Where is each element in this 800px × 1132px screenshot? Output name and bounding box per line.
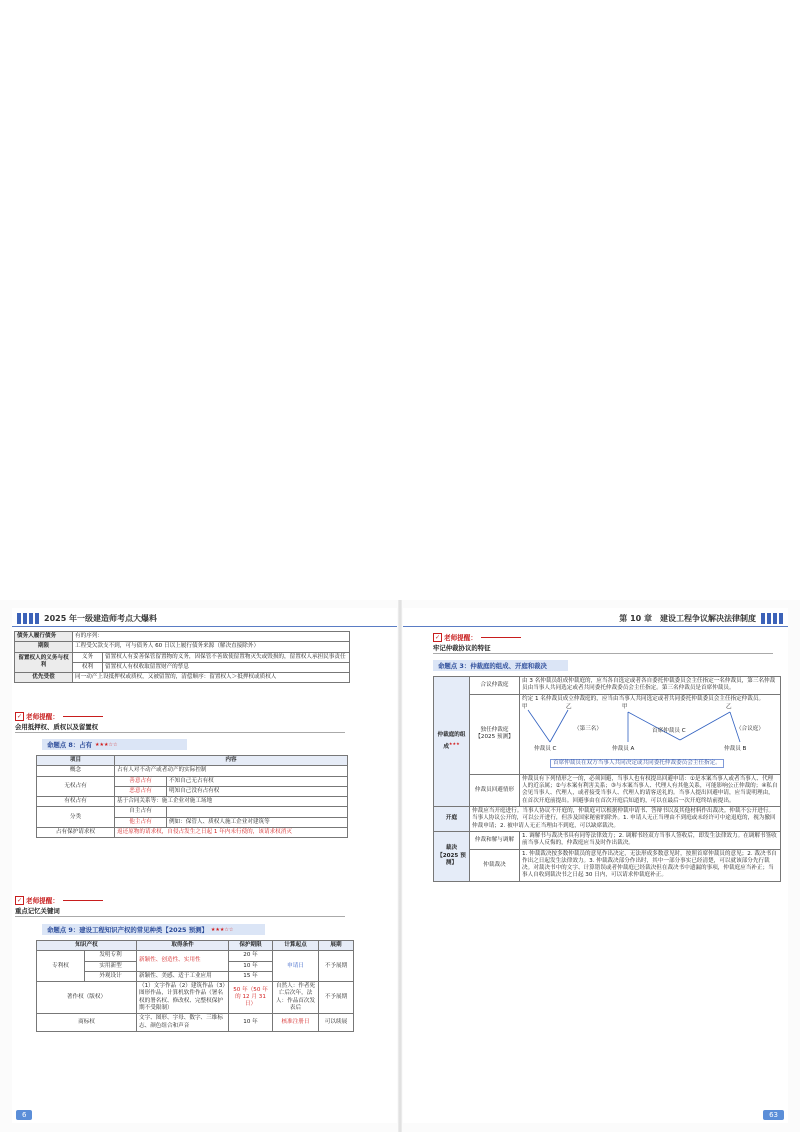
ip-table	[36, 940, 354, 1032]
kp9-star-rating: ★★★☆☆	[210, 926, 234, 933]
table-row	[37, 807, 348, 817]
table-cell: 仲裁员回避情形	[470, 774, 520, 806]
table-row	[434, 831, 781, 849]
table-cell: 概念	[37, 766, 115, 776]
right-page	[403, 608, 788, 1123]
table-cell: 合议仲裁庭	[470, 677, 520, 695]
arbitrator-a-label: 仲裁员 A	[612, 745, 635, 752]
table-row	[37, 982, 354, 1014]
table-row	[434, 677, 781, 695]
table-row	[37, 1014, 354, 1032]
kp9-banner	[42, 924, 265, 935]
table-cell: 优先受偿	[15, 673, 73, 683]
tip-label: 老师提醒：	[26, 713, 59, 721]
table-row	[15, 652, 350, 662]
table-row	[434, 807, 781, 832]
table-cell	[520, 694, 781, 774]
table-cell: 自主占有	[115, 807, 167, 817]
table-cell: 他主占有	[115, 817, 167, 827]
table-cell: 基于合同关系等：施工企业对施工场地	[115, 797, 348, 807]
table-row	[37, 828, 348, 838]
left-header-title: 2025 年一级建造师考点大爆料	[44, 613, 158, 623]
right-page-header	[403, 610, 788, 627]
table-cell: 明知自己没有占有权	[167, 786, 348, 796]
diagram-note: 首席仲裁员在双方当事人共同决定或共同委托仲裁委员会主任指定。	[550, 759, 724, 768]
table-header: 知识产权	[37, 941, 137, 951]
table-cell: 15 年	[229, 971, 273, 981]
table-cell: 同一动产上设抵押权或质权，又被留置的，清偿顺序：留置权人＞抵押权或质权人	[73, 673, 350, 683]
table-cell: 1. 调解书与裁决书具有同等法律效力；2. 调解书经双方当事人签收后，即发生法律效力。在调解书签收前当事人反悔的，仲裁庭应当及时作出裁决。	[520, 831, 781, 849]
table-row	[37, 797, 348, 807]
table-cell: 1. 仲裁裁决按多数仲裁员的意见作出决定，无法形成多数意见时，按照首席仲裁员的意见；2. 裁决书自作出之日起发生法律效力。3. 仲裁裁决部分作出时，其中一部分事实已经清楚，可以就该部分先行裁决。对裁决书中的文字、计算错误或者仲裁庭已经裁决但在裁决书中遗漏的事项，仲裁庭应当补正；当事人自收到裁决书之日起 30 日内，可以请求仲裁庭补正。	[520, 849, 781, 881]
table-cell: 开庭	[434, 807, 470, 832]
tip-line	[63, 900, 103, 901]
table-row	[37, 776, 348, 786]
table-cell: 留置权人有妥善保管留置物的义务，因保管不善致使留置物灭失或毁损的，留置权人承担民事责任	[103, 652, 350, 662]
table-cell: 不予展期	[319, 951, 354, 982]
kp8-banner	[42, 739, 187, 750]
panel-label: （合议庭）	[736, 725, 764, 732]
possession-table	[36, 755, 348, 838]
table-cell: 50 年（50 年的 12 月 31 日）	[229, 982, 273, 1014]
table-row	[15, 673, 350, 683]
table-cell: 10 年	[229, 1014, 273, 1032]
table-cell: 实用新型	[85, 961, 137, 971]
table-row	[37, 941, 354, 951]
table-cell: 核准注册日	[273, 1014, 319, 1032]
table-cell: 10 年	[229, 961, 273, 971]
table-cell: 留置权人有权收取留置财产的孳息	[103, 662, 350, 672]
table-cell: 有的序列：	[73, 632, 350, 642]
teacher-tip-2	[15, 895, 103, 905]
table-cell: （1）文字作品（2）建筑作品（3）图形作品，计算机软件作品（署名权的署名权、修改权、完整权保护期不受限制）	[137, 982, 229, 1014]
right-header-title: 第 10 章 建设工程争议解决法律制度	[619, 613, 756, 623]
table-header: 计算起点	[273, 941, 319, 951]
table-cell: 著作权（版权）	[37, 982, 137, 1014]
table-cell: 20 年	[229, 951, 273, 961]
table-cell: 工程受欠款支不到，可与债务人 60 日以上履行债务来源（解决直接除外）	[73, 642, 350, 652]
check-icon: ✓	[434, 633, 441, 641]
table-cell: 权利	[73, 662, 103, 672]
table-cell: 期限	[15, 642, 73, 652]
tip-text: 重点记忆关键词	[15, 907, 60, 915]
teacher-tip-right	[433, 632, 521, 642]
table-cell: 发明专利	[85, 951, 137, 961]
tip-divider	[15, 732, 345, 733]
formation-label: 仲裁庭的组成	[437, 732, 466, 750]
table-cell: 善意占有	[115, 776, 167, 786]
formation-star-rating: ★★★	[448, 740, 460, 746]
tip-label: 老师提醒：	[26, 897, 59, 905]
chief-arbitrator-label: 首席仲裁员 C	[652, 727, 686, 734]
table-cell: 申请日	[273, 951, 319, 982]
table-row	[434, 849, 781, 881]
table-cell: 仲裁裁决	[470, 849, 520, 881]
table-cell: 由 3 名仲裁员组成仲裁庭的，应当各自选定或者各自委托仲裁委员会主任指定一名仲裁员，第三名仲裁员由当事人共同选定或者共同委托仲裁委员会主任指定。第三名仲裁员是首席仲裁员。	[520, 677, 781, 695]
tip-line	[481, 637, 521, 638]
table-cell: 返还原物的请求权，自侵占发生之日起 1 年内未行使的，该请求权消灭	[115, 828, 348, 838]
table-row	[434, 774, 781, 806]
table-cell	[434, 677, 470, 807]
tip-label: 老师提醒：	[444, 634, 477, 642]
tip-line	[63, 716, 103, 717]
party-a2-label: 甲	[622, 703, 628, 710]
book-gutter	[398, 600, 402, 1132]
kp3-banner	[433, 660, 568, 671]
party-b2-label: 乙	[726, 703, 732, 710]
arbitration-table	[433, 676, 781, 882]
table-cell: 新颖性、创造性、实用性	[137, 951, 229, 972]
header-bars-icon	[761, 613, 783, 624]
tip-divider	[15, 916, 345, 917]
table-cell: 占有保护请求权	[37, 828, 115, 838]
table-cell: 恶意占有	[115, 786, 167, 796]
arbitrator-b-label: 仲裁员 B	[724, 745, 747, 752]
table-cell: 文字、图形、字母、数字、三维标志、颜色组合和声音	[137, 1014, 229, 1032]
party-b-label: 乙	[566, 703, 572, 710]
right-page-number: 63	[763, 1110, 784, 1120]
table-cell: 义务	[73, 652, 103, 662]
tip-text: 会用抵押权、质权以及留置权	[15, 723, 99, 731]
table-cell: 可以续展	[319, 1014, 354, 1032]
table-cell: 仲裁应当开庭进行。当事人协议不开庭的，仲裁庭可以根据仲裁申请书、答辩书以及其他材料作出裁决。仲裁不公开进行。当事人协议公开的，可以公开进行，但涉及国家秘密的除外。1. 申请人无正当理由不到庭或未经许可中途退庭的，视为撤回仲裁申请；2. 被申请人无正当理由不到庭，可以缺席裁决。	[470, 807, 781, 832]
table-cell: 新颖性、美感、适于工业应用	[137, 971, 229, 981]
table-cell: 留置权人的义务与权利	[15, 652, 73, 673]
table-header: 展期	[319, 941, 354, 951]
tip-text: 牢记仲裁协议的特征	[433, 644, 491, 652]
table-cell: 例如：保管人、质权人施工企业对建筑等	[167, 817, 348, 827]
table-row	[37, 766, 348, 776]
table-row	[15, 642, 350, 652]
table-cell: 占有人对不动产或者动产的实际控制	[115, 766, 348, 776]
table-cell: 分类	[37, 807, 115, 828]
table-cell: 专利权	[37, 951, 85, 982]
table-row	[434, 694, 781, 774]
header-bars-icon	[17, 613, 39, 624]
arbitrator-diagram	[520, 704, 780, 774]
table-header: 保护期限	[229, 941, 273, 951]
kp3-title: 命题点 3：仲裁庭的组成、开庭和裁决	[438, 662, 547, 670]
tip-divider	[433, 653, 773, 654]
check-icon: ✓	[16, 896, 23, 904]
book-spread	[0, 600, 800, 1132]
sole-panel-text: 约定 1 名仲裁员成立仲裁庭的，应当由当事人共同选定或者共同委托仲裁委员会主任指定仲裁员。	[522, 695, 765, 702]
party-a-label: 甲	[522, 703, 528, 710]
table-cell: 仲裁和解与调解	[470, 831, 520, 849]
check-icon: ✓	[16, 712, 23, 720]
table-cell: 不知自己无占有权	[167, 776, 348, 786]
kp8-title: 命题点 8：占有	[47, 741, 93, 749]
left-page-number: 6	[16, 1110, 32, 1120]
kp8-star-rating: ★★★☆☆	[95, 741, 118, 748]
third-arbitrator-note: （第三名）	[574, 725, 602, 732]
kp9-title: 命题点 9：建设工程知识产权的常见种类【2025 预测】	[47, 926, 208, 934]
table-cell: 债务人履行债务	[15, 632, 73, 642]
table-cell: 外观设计	[85, 971, 137, 981]
table-header: 内容	[115, 756, 348, 766]
teacher-tip-1	[15, 711, 103, 721]
table-header: 取得条件	[137, 941, 229, 951]
table-cell: 有权占有	[37, 797, 115, 807]
table-cell: 不予展期	[319, 982, 354, 1014]
table-row	[15, 632, 350, 642]
table-cell: 独任仲裁庭【2025 预测】	[470, 694, 520, 774]
arbitrator-c-label: 仲裁员 C	[534, 745, 557, 752]
table-cell: 无权占有	[37, 776, 115, 797]
table-header: 项目	[37, 756, 115, 766]
lien-table	[14, 631, 350, 683]
table-cell: 裁决【2025 预测】	[434, 831, 470, 881]
table-cell: 商标权	[37, 1014, 137, 1032]
table-row	[37, 951, 354, 961]
table-row	[37, 756, 348, 766]
table-cell: 自然人：作者死亡后次年，法人：作品首次发表后	[273, 982, 319, 1014]
table-cell	[167, 807, 348, 817]
left-page	[12, 608, 397, 1123]
left-page-header	[12, 610, 397, 627]
table-cell: 仲裁员有下列情形之一的，必须回避，当事人也有权提出回避申请：①是本案当事人或者当事人、代理人的近亲属；②与本案有利害关系；③与本案当事人、代理人有其他关系，可能影响公正仲裁的；④私自会见当事人、代理人，或者接受当事人、代理人的请客送礼的。当事人提出回避申请，应当说明理由，在首次开庭前提出。回避事由在首次开庭后知道的，可以在最后一次开庭终结前提出。	[520, 774, 781, 806]
